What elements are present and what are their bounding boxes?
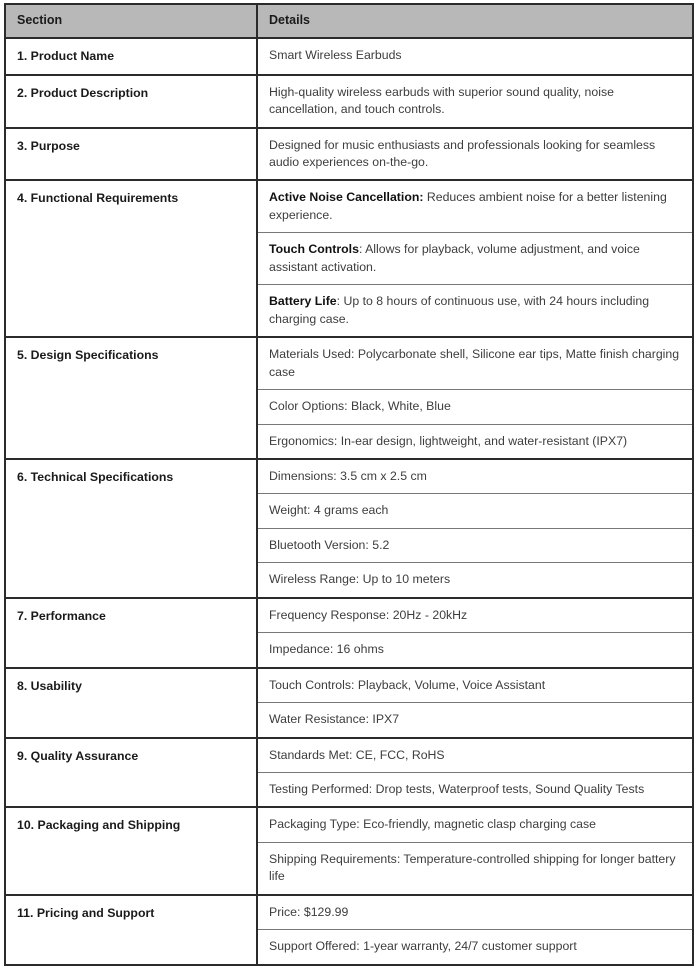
detail-item-text: Impedance: 16 ohms [269, 642, 384, 657]
table-header [5, 4, 693, 38]
detail-item [258, 896, 692, 930]
section-label-cell: 2. Product Description [5, 75, 257, 128]
table-row [5, 38, 693, 75]
detail-item [258, 425, 692, 458]
table-row [5, 668, 693, 738]
detail-item [258, 843, 692, 894]
column-header-section: Section [5, 4, 257, 38]
detail-item [258, 739, 692, 773]
column-header-details: Details [257, 4, 693, 38]
detail-item [258, 703, 692, 736]
detail-item [258, 129, 692, 180]
detail-item [258, 669, 692, 703]
section-label-cell: 1. Product Name [5, 38, 257, 75]
table-row [5, 128, 693, 181]
product-specification-table [4, 3, 694, 966]
detail-item-text: Shipping Requirements: Temperature-controlled shipping for longer battery life [269, 851, 676, 884]
detail-item-text: High-quality wireless earbuds with superior sound quality, noise cancellation, and touch controls. [269, 84, 614, 117]
detail-item-text: Weight: 4 grams each [269, 503, 389, 518]
detail-item [258, 633, 692, 666]
section-label-cell: 8. Usability [5, 668, 257, 738]
detail-item-text: Dimensions: 3.5 cm x 2.5 cm [269, 468, 427, 483]
detail-item-text: Frequency Response: 20Hz - 20kHz [269, 607, 468, 622]
details-cell [257, 738, 693, 808]
section-label-cell: 10. Packaging and Shipping [5, 807, 257, 894]
table-row [5, 75, 693, 128]
details-cell [257, 459, 693, 598]
table-header-row [5, 4, 693, 38]
details-cell [257, 128, 693, 181]
detail-item-text: Color Options: Black, White, Blue [269, 399, 451, 414]
detail-item [258, 285, 692, 336]
details-cell [257, 807, 693, 894]
detail-item-text: Standards Met: CE, FCC, RoHS [269, 747, 445, 762]
detail-item-text: Price: $129.99 [269, 904, 349, 919]
section-label-cell: 9. Quality Assurance [5, 738, 257, 808]
detail-item-text: Packaging Type: Eco-friendly, magnetic clasp charging case [269, 817, 596, 832]
detail-item [258, 494, 692, 528]
detail-item-text: Touch Controls: Playback, Volume, Voice Assistant [269, 677, 546, 692]
detail-item-label: Active Noise Cancellation: [269, 190, 424, 205]
detail-item-text: Testing Performed: Drop tests, Waterproof tests, Sound Quality Tests [269, 782, 645, 797]
detail-item-text: Support Offered: 1-year warranty, 24/7 customer support [269, 939, 577, 954]
detail-item [258, 930, 692, 963]
section-label-cell: 11. Pricing and Support [5, 895, 257, 965]
detail-item [258, 39, 692, 72]
detail-item [258, 773, 692, 806]
table-row [5, 459, 693, 598]
detail-item-text: : Allows for playback, volume adjustment, and voice assistant activation. [269, 242, 640, 274]
table-row [5, 738, 693, 808]
table-row [5, 180, 693, 337]
detail-item [258, 599, 692, 633]
detail-item-text: Wireless Range: Up to 10 meters [269, 572, 451, 587]
section-label-cell: 5. Design Specifications [5, 337, 257, 459]
table-row [5, 337, 693, 459]
section-label-cell: 4. Functional Requirements [5, 180, 257, 337]
details-cell [257, 598, 693, 668]
detail-item [258, 563, 692, 596]
detail-item-text: Materials Used: Polycarbonate shell, Silicone ear tips, Matte finish charging case [269, 347, 680, 379]
section-label-cell: 6. Technical Specifications [5, 459, 257, 598]
details-cell [257, 668, 693, 738]
detail-item [258, 460, 692, 494]
table-row [5, 807, 693, 894]
detail-item-label: Touch Controls [269, 242, 359, 257]
detail-item [258, 338, 692, 390]
section-label-cell: 7. Performance [5, 598, 257, 668]
detail-item-text: : Up to 8 hours of continuous use, with 24 hours including charging case. [269, 294, 650, 326]
detail-item [258, 390, 692, 424]
detail-item [258, 181, 692, 233]
detail-item [258, 76, 692, 127]
detail-item [258, 808, 692, 842]
detail-item-text: Smart Wireless Earbuds [269, 47, 402, 62]
table-row [5, 895, 693, 965]
detail-item [258, 233, 692, 285]
detail-item-text: Water Resistance: IPX7 [269, 712, 400, 727]
section-label-cell: 3. Purpose [5, 128, 257, 181]
detail-item-text: Reduces ambient noise for a better listening experience. [269, 190, 667, 222]
detail-item-text: Bluetooth Version: 5.2 [269, 537, 390, 552]
details-cell [257, 895, 693, 965]
detail-item-text: Ergonomics: In-ear design, lightweight, and water-resistant (IPX7) [269, 433, 628, 448]
details-cell [257, 337, 693, 459]
table-body [5, 38, 693, 965]
details-cell [257, 75, 693, 128]
details-cell [257, 180, 693, 337]
detail-item-text: Designed for music enthusiasts and professionals looking for seamless audio experiences on-the-go. [269, 137, 656, 169]
table-row [5, 598, 693, 668]
detail-item-label: Battery Life [269, 294, 337, 309]
details-cell [257, 38, 693, 75]
detail-item [258, 529, 692, 563]
